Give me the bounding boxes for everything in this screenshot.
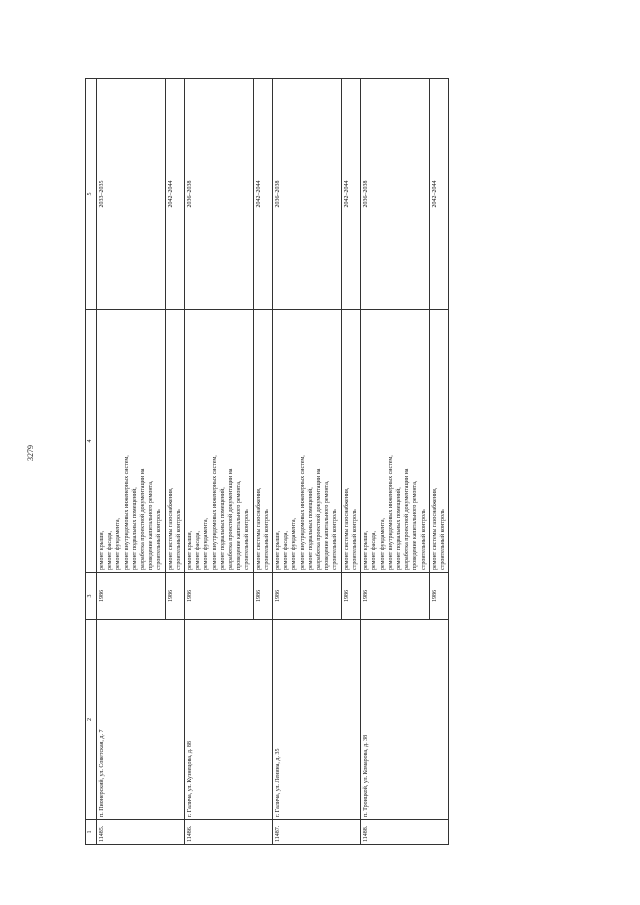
works-cell [185, 310, 254, 573]
work-item: ремонт внутридомовых инженерных систем, [211, 455, 218, 570]
work-item: ремонт подвальных помещений, [131, 487, 138, 570]
work-item: разработка проектной документации на [404, 468, 411, 570]
header-col-4: 4 [86, 310, 97, 573]
row-number: 11485. [97, 820, 185, 845]
period-cell: 2042–2044 [253, 79, 272, 310]
work-item: ремонт фундамента, [115, 518, 122, 570]
work-item: ремонт системы газоснабжения, [343, 487, 350, 570]
work-item: ремонт фасада, [107, 531, 114, 570]
row-number: 11488. [361, 820, 449, 845]
work-item: ремонт подвальных помещений, [307, 487, 314, 570]
header-col-2: 2 [86, 620, 97, 820]
work-item: строительный контроль [420, 509, 427, 570]
header-col-3: 3 [86, 573, 97, 620]
period-cell: 2036–2038 [361, 79, 430, 310]
year-cell: 1986 [273, 573, 342, 620]
table-row [361, 79, 430, 845]
work-item: ремонт фасада, [195, 531, 202, 570]
year-cell: 1986 [253, 573, 272, 620]
table-row [185, 79, 254, 845]
work-item: ремонт фундамента, [291, 518, 298, 570]
period-cell: 2036–2038 [273, 79, 342, 310]
year-cell: 1986 [341, 573, 360, 620]
address-cell: п. Троицкой, ул. Комарова, д. 38 [361, 620, 449, 820]
work-item: проведение капитального ремонта, [148, 480, 155, 570]
year-cell: 1986 [165, 573, 184, 620]
period-cell: 2033–2035 [97, 79, 166, 310]
work-item: строительный контроль [244, 509, 251, 570]
work-item: ремонт подвальных помещений, [395, 487, 402, 570]
work-item: ремонт подвальных помещений, [219, 487, 226, 570]
works-cell [429, 310, 448, 573]
work-item: проведение капитального ремонта, [412, 480, 419, 570]
work-item: ремонт крыши, [363, 530, 370, 570]
work-item: разработка проектной документации на [140, 468, 147, 570]
period-cell: 2042–2044 [165, 79, 184, 310]
work-item: ремонт внутридомовых инженерных систем, [123, 455, 130, 570]
period-cell: 2036–2038 [185, 79, 254, 310]
work-item: ремонт внутридомовых инженерных систем, [299, 455, 306, 570]
header-col-5: 5 [86, 79, 97, 310]
period-cell: 2042–2044 [341, 79, 360, 310]
work-item: ремонт крыши, [99, 530, 105, 570]
page-number: 3279 [26, 445, 35, 461]
address-cell: г. Галича, ул. Ленина, д. 35 [273, 620, 361, 820]
works-cell [273, 310, 342, 573]
works-cell [361, 310, 430, 573]
work-item: разработка проектной документации на [316, 468, 323, 570]
work-item: ремонт фасада, [283, 531, 290, 570]
work-item: ремонт внутридомовых инженерных систем, [387, 455, 394, 570]
work-item: строительный контроль [439, 509, 446, 570]
year-cell: 1986 [97, 573, 166, 620]
work-item: ремонт фундамента, [379, 518, 386, 570]
work-item: проведение капитального ремонта, [324, 480, 331, 570]
work-item: строительный контроль [332, 509, 339, 570]
header-row [86, 79, 97, 845]
table-row [273, 79, 342, 845]
works-cell [253, 310, 272, 573]
year-cell: 1986 [185, 573, 254, 620]
year-cell: 1986 [429, 573, 448, 620]
works-cell [97, 310, 166, 573]
work-item: строительный контроль [175, 509, 182, 570]
repair-schedule-table [85, 78, 449, 845]
table-row [97, 79, 166, 845]
work-item: ремонт системы газоснабжения, [255, 487, 262, 570]
work-item: ремонт крыши, [187, 530, 194, 570]
work-item: ремонт фундамента, [203, 518, 210, 570]
work-item: ремонт крыши, [275, 530, 282, 570]
work-item: строительный контроль [351, 509, 358, 570]
works-cell [165, 310, 184, 573]
work-item: строительный контроль [263, 509, 270, 570]
work-item: строительный контроль [156, 509, 163, 570]
rotated-table-area [85, 78, 601, 845]
work-item: проведение капитального ремонта, [236, 480, 243, 570]
work-item: разработка проектной документации на [228, 468, 235, 570]
row-number: 11487. [273, 820, 361, 845]
address-cell: г. Галича, ул. Кузнецова, д. 88 [185, 620, 273, 820]
header-col-1: 1 [86, 820, 97, 845]
work-item: ремонт фасада, [371, 531, 378, 570]
works-cell [341, 310, 360, 573]
work-item: ремонт системы газоснабжения, [431, 487, 438, 570]
work-item: ремонт системы газоснабжения, [167, 487, 174, 570]
period-cell: 2042–2044 [429, 79, 448, 310]
address-cell: п. Пионерский, ул. Советская, д. 7 [97, 620, 185, 820]
year-cell: 1986 [361, 573, 430, 620]
row-number: 11486. [185, 820, 273, 845]
